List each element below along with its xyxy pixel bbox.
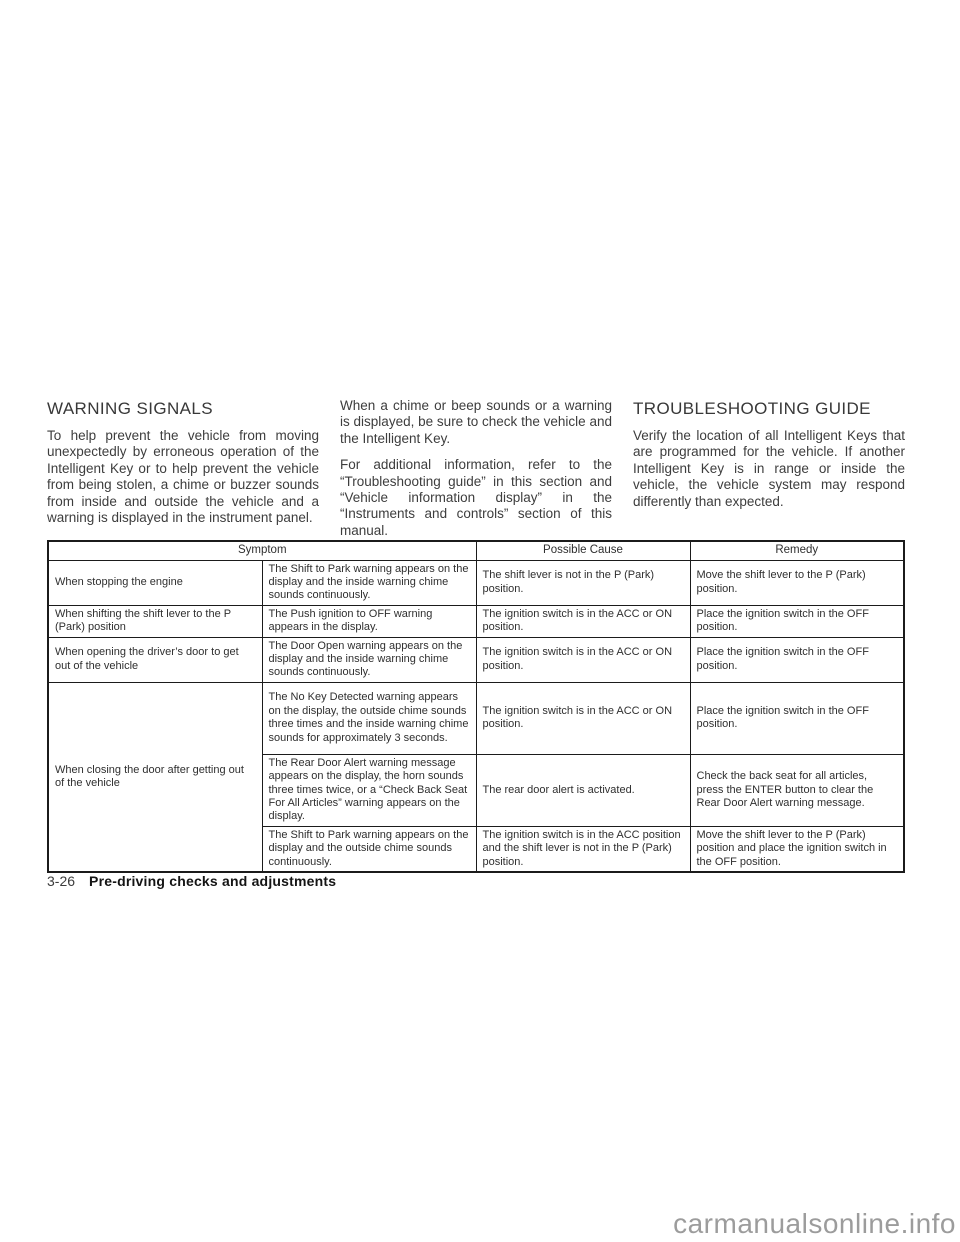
table-row [48, 682, 904, 754]
table-row [48, 637, 904, 682]
footer-section-title: Pre-driving checks and adjustments [89, 873, 337, 889]
table-header-remedy: Remedy [690, 541, 904, 560]
cause-cell: The ignition switch is in the ACC or ON position. [476, 682, 690, 754]
symptom-detail-cell: The Door Open warning appears on the display and the inside warning chime sounds continuously. [262, 637, 476, 682]
remedy-cell: Place the ignition switch in the OFF position. [690, 605, 904, 637]
symptom-detail-cell: The No Key Detected warning appears on the display, the outside chime sounds three times and the inside warning chime sounds for approximately 3 seconds. [262, 682, 476, 754]
remedy-cell: Move the shift lever to the P (Park) position and place the ignition switch in the OFF position. [690, 826, 904, 872]
column-troubleshooting-guide [633, 398, 905, 520]
column-warning-signals [47, 398, 319, 536]
troubleshooting-guide-paragraph: Verify the location of all Intelligent Keys that are programmed for the vehicle. If another Intelligent Key is in range or inside the vehicle, the vehicle system may respond differently than expected. [633, 428, 905, 509]
cause-cell: The rear door alert is activated. [476, 754, 690, 826]
warning-signals-heading: WARNING SIGNALS [47, 399, 213, 418]
page-number: 3-26 [47, 873, 76, 889]
troubleshooting-table [47, 540, 905, 873]
symptom-cell: When opening the driver’s door to get out of the vehicle [48, 637, 262, 682]
cause-cell: The shift lever is not in the P (Park) position. [476, 560, 690, 605]
remedy-cell: Place the ignition switch in the OFF position. [690, 637, 904, 682]
watermark-text: carmanualsonline.info [673, 1208, 956, 1239]
middle-paragraph-2: For additional information, refer to the “Troubleshooting guide” in this section and “Vehicle information display” in the “Instruments and controls” section of this manual. [340, 457, 612, 538]
table-row [48, 560, 904, 605]
symptom-detail-cell: The Shift to Park warning appears on the display and the inside warning chime sounds continuously. [262, 560, 476, 605]
cause-cell: The ignition switch is in the ACC position and the shift lever is not in the P (Park) position. [476, 826, 690, 872]
page-footer [47, 872, 336, 890]
middle-paragraph-1: When a chime or beep sounds or a warning is displayed, be sure to check the vehicle and the Intelligent Key. [340, 398, 612, 446]
remedy-cell: Place the ignition switch in the OFF position. [690, 682, 904, 754]
table-header-symptom: Symptom [48, 541, 476, 560]
symptom-detail-cell: The Push ignition to OFF warning appears in the display. [262, 605, 476, 637]
table-row [48, 605, 904, 637]
symptom-cell: When shifting the shift lever to the P (Park) position [48, 605, 262, 637]
warning-signals-paragraph: To help prevent the vehicle from moving unexpectedly by erroneous operation of the Intelligent Key or to help prevent the vehicle from being stolen, a chime or buzzer sounds from inside and outside the vehicle and a warning is displayed in the instrument panel. [47, 428, 319, 526]
cause-cell: The ignition switch is in the ACC or ON position. [476, 605, 690, 637]
symptom-detail-cell: The Rear Door Alert warning message appears on the display, the horn sounds three times twice, or a “Check Back Seat For All Articles” warning appears on the display. [262, 754, 476, 826]
symptom-cell: When closing the door after getting out of the vehicle [48, 682, 262, 872]
table-header-row [48, 541, 904, 560]
symptom-detail-cell: The Shift to Park warning appears on the display and the outside chime sounds continuously. [262, 826, 476, 872]
remedy-cell: Move the shift lever to the P (Park) position. [690, 560, 904, 605]
remedy-cell: Check the back seat for all articles, press the ENTER button to clear the Rear Door Alert warning message. [690, 754, 904, 826]
cause-cell: The ignition switch is in the ACC or ON position. [476, 637, 690, 682]
column-middle [340, 398, 612, 549]
troubleshooting-guide-heading: TROUBLESHOOTING GUIDE [633, 399, 871, 418]
table-header-possible-cause: Possible Cause [476, 541, 690, 560]
symptom-cell: When stopping the engine [48, 560, 262, 605]
